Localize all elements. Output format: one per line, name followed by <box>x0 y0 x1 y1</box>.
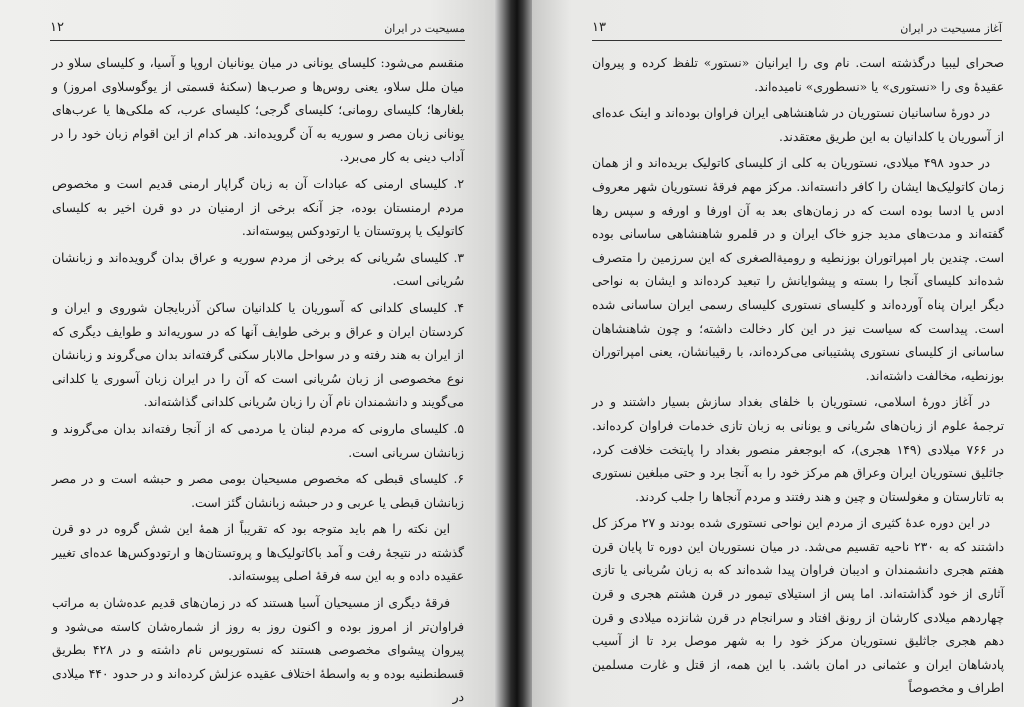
right-page-body <box>592 52 1004 704</box>
paragraph: در آغاز دورهٔ اسلامی، نستوریان با خلفای بغداد سازش بسیار داشتند و در ترجمهٔ علوم از زبان‌های سُریانی و یونانی به زبان تازی خدمات فراوان کرده‌اند. در ۷۶۶ میلادی (۱۴۹ هجری)، که ابوجعفر منصور بغداد را پایتخت خلافت کرد، جاثلیق نستوریان ایران وعراق هم مرکز خود را به آنجا برد و حتی مبلغین نستوری به تاتارستان و مغولستان و چین و هند رفتند و مردم آنجاها را جلب کردند. <box>592 395 1005 504</box>
book-spine <box>495 0 535 707</box>
list-item: ۲. کلیسای ارمنی که عبادات آن به زبان گراپار ارمنی قدیم است و مخصوص مردم ارمنستان بوده، جز آنکه برخی از ارمنیان در دو قرن اخیر به کلیسای کاتولیک یا پروتستان یا ارتودوکس پیوسته‌اند. <box>52 176 464 239</box>
paragraph: این نکته را هم باید متوجه بود که تقریباً از همهٔ این شش گروه در دو قرن گذشته در نتیجهٔ رفت و آمد باکاتولیک‌ها و پروتستان‌ها و ارتودوکس‌ها عده‌ای تغییر عقیده داده و به این سه فرقهٔ اصلی پیوسته‌اند. <box>52 522 464 584</box>
list-item: ۴. کلیسای کلدانی که آسوریان یا کلدانیان ساکن آذربایجان شوروی و ایران و کردستان ایران و عراق و برخی طوایف آنها که در سوریه‌اند و طوایف دیگری که از ایران به هند رفته و در سواحل مالابار سکنی گرفته‌اند بدان می‌گروند و زبانشان نوع مخصوصی از زبان سُریانی است که آن را در ایران زبان آسوری یا کلدانی می‌گویند و دانشمندان نام آن را زبان سُریانی کلدانی گذاشته‌اند. <box>52 300 464 410</box>
list-item: ۶. کلیسای قبطی که مخصوص مسیحیان بومی مصر و حبشه است و در مصر زبانشان قبطی یا عربی و در حبشه زبانشان گئز است. <box>52 472 464 510</box>
left-page <box>0 0 505 707</box>
left-page-number: ۱۲ <box>50 20 64 35</box>
paragraph: فرقهٔ دیگری از مسیحیان آسیا هستند که در زمان‌های قدیم عده‌شان به مراتب فراوان‌تر از امروز بوده و اکنون روز به روز از شماره‌شان کاسته می‌شود و پیروان پیشوای مخصوصی هستند که نستوریوس نام داشته و در ۴۲۸ بطریق قسطنطنیه بوده و به واسطهٔ اختلاف عقیده عزلش کرده‌اند و در حدود ۴۴۰ میلادی در <box>52 596 464 705</box>
right-running-header <box>592 18 1002 41</box>
paragraph: در این دوره عدهٔ کثیری از مردم این نواحی نستوری شده بودند و ۲۷ مرکز کل داشتند که به ۲۳۰ ناحیه تقسیم می‌شد. در میان نستوریان این دوره تا پایان قرن هفتم هجری دانشمندان و ادیبان فراوان پیدا شده‌اند که به زبان سُریانی یا تازی آثاری از خود گذاشته‌اند. اما پس از استیلای تیمور در قرن هشتم هجری و قرن چهاردهم میلادی کارشان از رونق افتاد و سرانجام در قرن شانزده میلادی و قرن دهم هجری جاثلیق نستوریان مرکز خود را به شهر موصل برد تا از آسیب پادشاهان ایران و عثمانی در امان باشد. با این همه، از قتل و غارت مسلمین اطراف و مخصوصاً <box>592 516 1004 696</box>
left-page-body <box>52 52 464 707</box>
paragraph: منقسم می‌شود: کلیسای یونانی در میان یونانیان اروپا و آسیا، و کلیسای سلاو در میان ملل سلاو، یعنی روس‌ها و صرب‌ها (سکنهٔ قسمتی از یوگوسلاوی امروز) و بلغارها؛ کلیسای رومانی؛ کلیسای گرجی؛ کلیسای عرب، که ملکی‌ها یا عرب‌های یونانی زبان مصر و سوریه به آن گرویده‌اند. هر کدام از این اقوام زبان خود را در آداب دینی به کار می‌برد. <box>52 56 464 165</box>
paragraph: در دورهٔ ساسانیان نستوریان در شاهنشاهی ایران فراوان بوده‌اند و اینک عده‌ای از آسوریان یا کلدانیان به این طریق معتقدند. <box>592 106 1004 144</box>
right-page <box>532 0 1024 707</box>
right-header-title: آغاز مسیحیت در ایران <box>900 22 1002 35</box>
right-page-number: ۱۳ <box>592 20 606 35</box>
list-item: ۳. کلیسای سُریانی که برخی از مردم سوریه و عراق بدان گرویده‌اند و زبانشان سُریانی است. <box>52 250 464 289</box>
paragraph: صحرای لیبیا درگذشته است. نام وی را ایرانیان «نستور» تلفظ کرده و پیروان عقیدهٔ وی را «نستوری» یا «نسطوری» نامیده‌اند. <box>592 56 1004 94</box>
paragraph: در حدود ۴۹۸ میلادی، نستوریان به کلی از کلیسای کاتولیک بریده‌اند و از همان زمان کاتولیک‌ها ایشان را کافر دانسته‌اند. مرکز مهم فرقهٔ نستوریان شهر معروف ادس یا ادسا بوده است که در زمان‌های بعد به آن اورفا و اورفه و سپس رها گفته‌اند و مدت‌های مدید جزو خاک ایران و در قلمرو شاهنشاهی ساسانی بوده است. چندین بار امپراتوران بوزنطیه و رومیةالصغری که این سرزمین را متصرف شده‌اند کلیسای آنجا را بسته و پیشوایانش را تبعید کرده‌اند و ایشان به نواحی دیگر ایران پناه آورده‌اند و کلیسای نستوری کلیسای رسمی ایران ساسانی شده است. پیداست که سیاست نیز در این کار دخالت داشته؛ و چون شاهنشاهان ساسانی از کلیسای نستوری پشتیبانی می‌کرده‌اند، با رقیبانشان، یعنی امپراتوران بوزنطیه، مخالفت داشته‌اند. <box>592 156 1004 383</box>
list-item: ۵. کلیسای مارونی که مردم لبنان یا مردمی که از آنجا رفته‌اند بدان می‌گروند و زبانشان سریانی است. <box>52 421 464 460</box>
left-header-title: مسیحیت در ایران <box>384 22 465 35</box>
left-running-header <box>50 18 465 41</box>
